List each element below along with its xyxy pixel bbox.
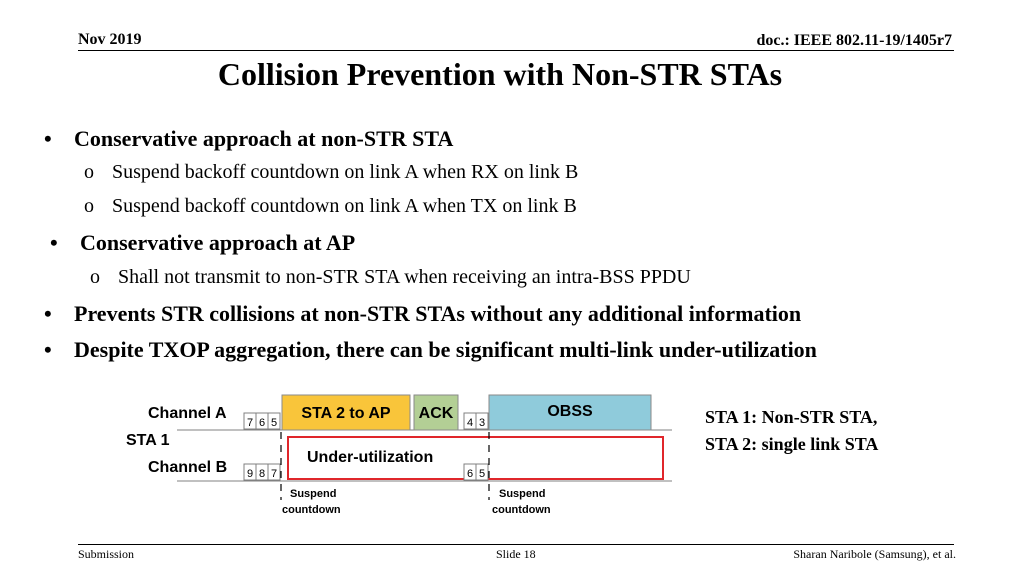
header-date: Nov 2019	[78, 31, 142, 48]
counter-digit: 9	[246, 468, 254, 480]
bullet-1-sub-2-text: Suspend backoff countdown on link A when TX on link B	[112, 195, 577, 217]
channel-a-left-counter	[244, 413, 280, 429]
counter-digit: 4	[466, 417, 474, 429]
sub-marker: o	[84, 161, 94, 183]
counter-digit: 7	[246, 417, 254, 429]
slide-title: Collision Prevention with Non-STR STAs	[217, 56, 783, 92]
suspend-label-1: Suspend	[290, 488, 337, 500]
bullet-3-text: Prevents STR collisions at non-STR STAs without any additional information	[74, 301, 802, 326]
sub-marker: o	[90, 266, 100, 288]
obss-label: OBSS	[547, 403, 593, 420]
channel-b-right-counter	[464, 464, 488, 480]
channel-b-left-counter	[244, 464, 280, 480]
counter-digit: 7	[270, 468, 278, 480]
countdown-label-2: countdown	[492, 504, 551, 516]
sta1-label: STA 1	[126, 432, 170, 449]
legend-line-2: STA 2: single link STA	[705, 434, 879, 454]
bullet-2-text: Conservative approach at AP	[80, 230, 356, 255]
footer-divider	[78, 544, 954, 545]
legend-line-1: STA 1: Non-STR STA,	[705, 407, 878, 427]
counter-digit: 3	[478, 417, 486, 429]
counter-digit: 8	[258, 468, 266, 480]
bullet-2-sub-1-text: Shall not transmit to non-STR STA when receiving an intra-BSS PPDU	[118, 266, 691, 288]
under-utilization-label: Under-utilization	[307, 449, 434, 466]
suspend-label-2: Suspend	[499, 488, 546, 500]
footer-author: Sharan Naribole (Samsung), et al.	[793, 547, 956, 561]
channel-a-right-counter	[464, 413, 488, 429]
header-doc-id: doc.: IEEE 802.11-19/1405r7	[756, 32, 952, 49]
bullet-1-sub-1-text: Suspend backoff countdown on link A when RX on link B	[112, 161, 579, 183]
bullet-marker: •	[44, 301, 52, 326]
counter-digit: 6	[466, 468, 474, 480]
sta-legend	[705, 404, 878, 458]
footer-submission: Submission	[78, 547, 135, 561]
footer-slide-number: Slide 18	[496, 547, 536, 561]
channel-a-label: Channel A	[148, 405, 227, 422]
bullet-marker: •	[50, 230, 58, 255]
bullet-1-text: Conservative approach at non-STR STA	[74, 126, 454, 151]
counter-digit: 5	[270, 417, 278, 429]
counter-digit: 6	[258, 417, 266, 429]
channel-b-label: Channel B	[148, 459, 228, 476]
counter-digit: 5	[478, 468, 486, 480]
bullet-marker: •	[44, 126, 52, 151]
ack-label: ACK	[418, 405, 454, 422]
countdown-label-1: countdown	[282, 504, 341, 516]
sub-marker: o	[84, 195, 94, 217]
sta2-to-ap-label: STA 2 to AP	[301, 405, 391, 422]
bullet-4-text: Despite TXOP aggregation, there can be significant multi-link under-utilization	[74, 337, 817, 362]
bullet-marker: •	[44, 337, 52, 362]
